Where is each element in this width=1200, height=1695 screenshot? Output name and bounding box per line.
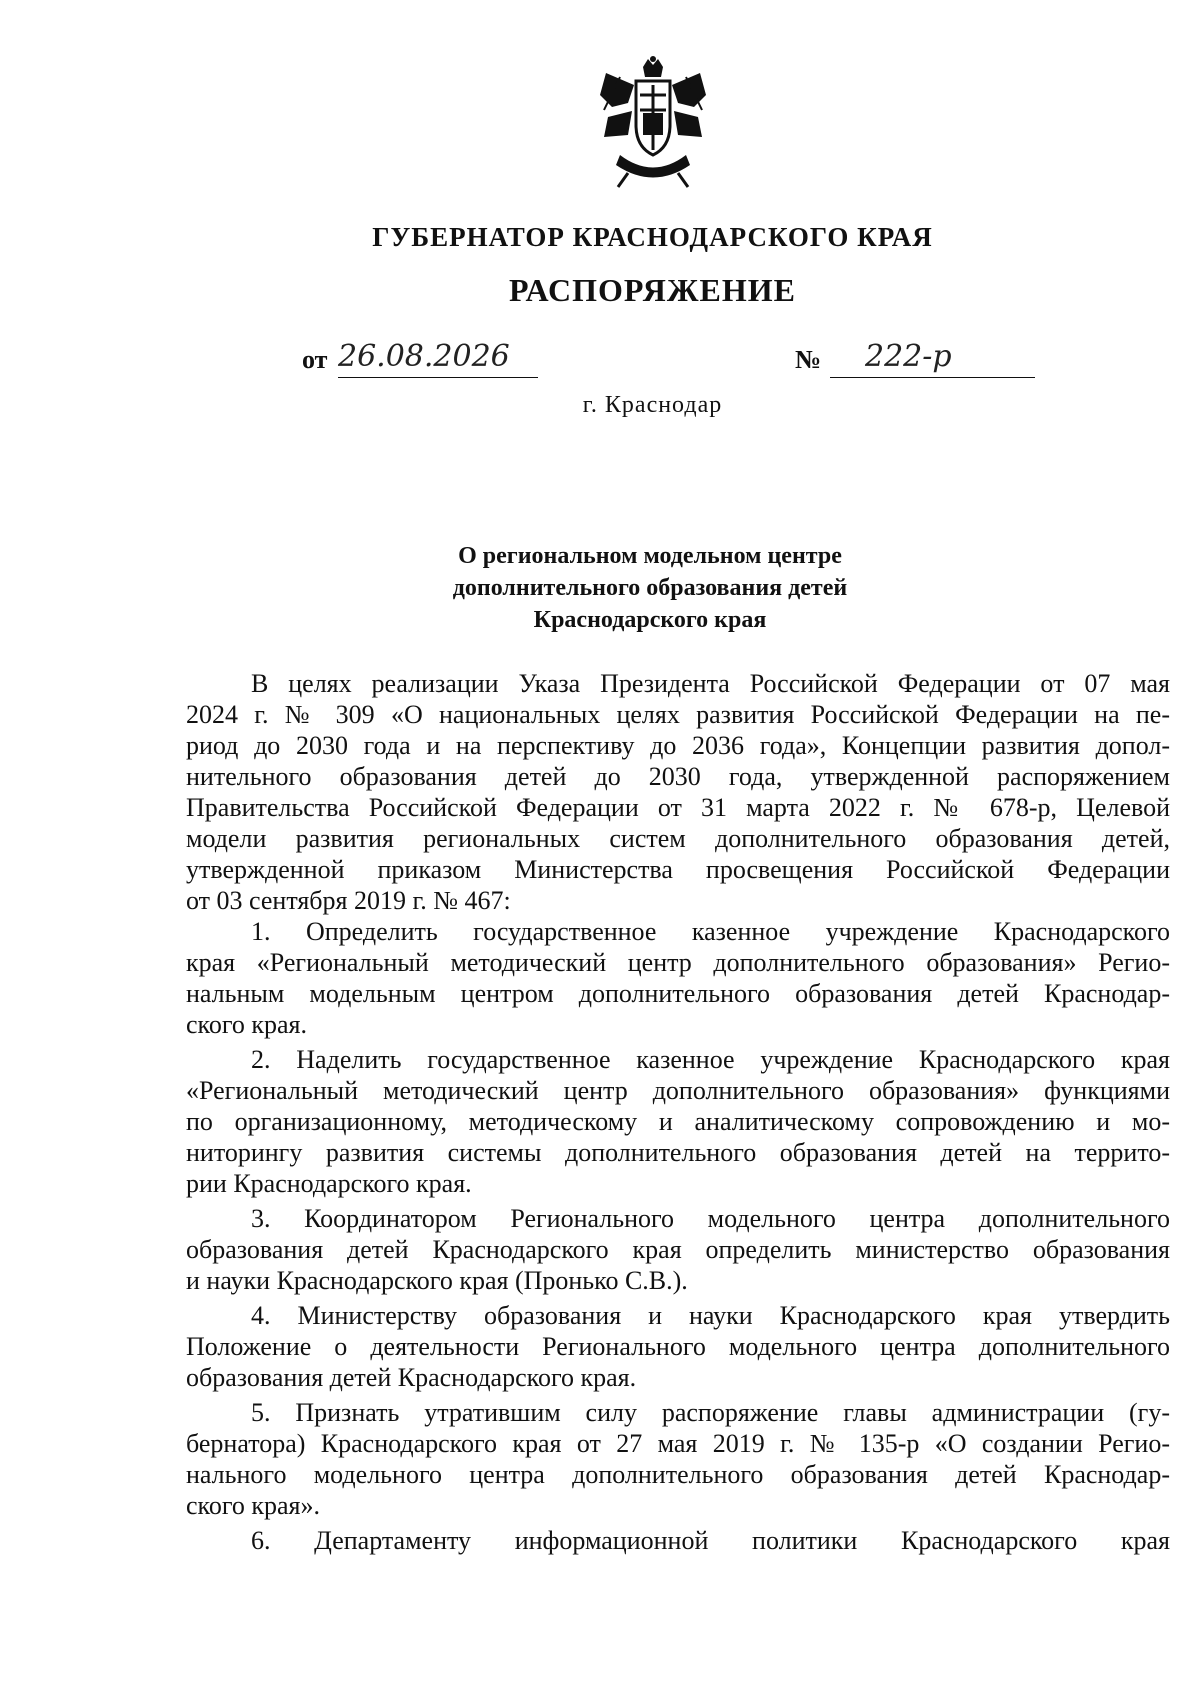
item-3-line: образования детей Краснодарского края определить министерство образования xyxy=(186,1235,1170,1264)
document-type: РАСПОРЯЖЕНИЕ xyxy=(508,272,797,308)
item-1-line: ского края. xyxy=(186,1010,307,1039)
item-3-line: 3. Координатором Регионального модельного центра дополнительного xyxy=(251,1204,1170,1233)
item-5-line: бернатора) Краснодарского края от 27 мая 2019 г. № 135-р «О создании Регио- xyxy=(186,1429,1170,1458)
body-line: модели развития региональных систем дополнительного образования детей, xyxy=(186,824,1170,853)
item-5-line: ского края». xyxy=(186,1491,320,1520)
title-line: дополнительного образования детей xyxy=(452,575,848,601)
number-underline xyxy=(830,377,1035,378)
body-line: риод до 2030 года и на перспективу до 2036 года», Концепции развития допол- xyxy=(186,731,1170,760)
item-2-line: ниторингу развития системы дополнительного образования детей на террито- xyxy=(186,1138,1170,1167)
date-underline xyxy=(338,377,538,378)
body-line: утвержденной приказом Министерства просвещения Российской Федерации xyxy=(186,855,1170,884)
item-2-line: «Региональный методический центр дополнительного образования» функциями xyxy=(186,1076,1170,1105)
item-1-line: 1. Определить государственное казенное учреждение Краснодарского xyxy=(251,917,1170,946)
document-body xyxy=(186,668,1170,1556)
item-5-line: 5. Признать утратившим силу распоряжение главы администрации (гу- xyxy=(251,1398,1170,1427)
handwritten-number: 222-р xyxy=(865,339,952,374)
document-title xyxy=(430,540,870,636)
body-line: Правительства Российской Федерации от 31 марта 2022 г. № 678-р, Целевой xyxy=(186,793,1170,822)
item-6-line: 6. Департаменту информационной политики Краснодарского края xyxy=(251,1526,1170,1555)
handwritten-date: 26.08.2026 xyxy=(338,339,510,374)
item-2-line: рии Краснодарского края. xyxy=(186,1169,472,1198)
item-4-line: Положение о деятельности Регионального модельного центра дополнительного xyxy=(186,1332,1170,1361)
body-line: нительного образования детей до 2030 года, утвержденной распоряжением xyxy=(186,762,1170,791)
number-prefix: № xyxy=(795,345,822,374)
title-line: О региональном модельном центре xyxy=(458,543,842,569)
body-line: от 03 сентября 2019 г. № 467: xyxy=(186,886,511,915)
item-1-line: нальным модельным центром дополнительного образования детей Краснодар- xyxy=(186,979,1170,1008)
item-4-line: образования детей Краснодарского края. xyxy=(186,1363,637,1392)
title-line: Краснодарского края xyxy=(533,607,767,633)
issuing-authority: ГУБЕРНАТОР КРАСНОДАРСКОГО КРАЯ xyxy=(372,222,933,252)
item-2-line: 2. Наделить государственное казенное учреждение Краснодарского края xyxy=(251,1045,1170,1074)
item-3-line: и науки Краснодарского края (Пронько С.В.). xyxy=(186,1266,688,1295)
date-prefix: от xyxy=(302,345,328,374)
body-line: В целях реализации Указа Президента Российской Федерации от 07 мая xyxy=(251,669,1170,698)
coat-of-arms-icon xyxy=(598,55,708,190)
item-5-line: нального модельного центра дополнительного образования детей Краснодар- xyxy=(186,1460,1170,1489)
item-4-line: 4. Министерству образования и науки Краснодарского края утвердить xyxy=(251,1301,1170,1330)
item-1-line: края «Региональный методический центр дополнительного образования» Регио- xyxy=(186,948,1170,977)
city: г. Краснодар xyxy=(582,392,723,418)
body-line: 2024 г. № 309 «О национальных целях развития Российской Федерации на пе- xyxy=(186,700,1170,729)
item-2-line: по организационному, методическому и аналитическому сопровождению и мо- xyxy=(186,1107,1170,1136)
